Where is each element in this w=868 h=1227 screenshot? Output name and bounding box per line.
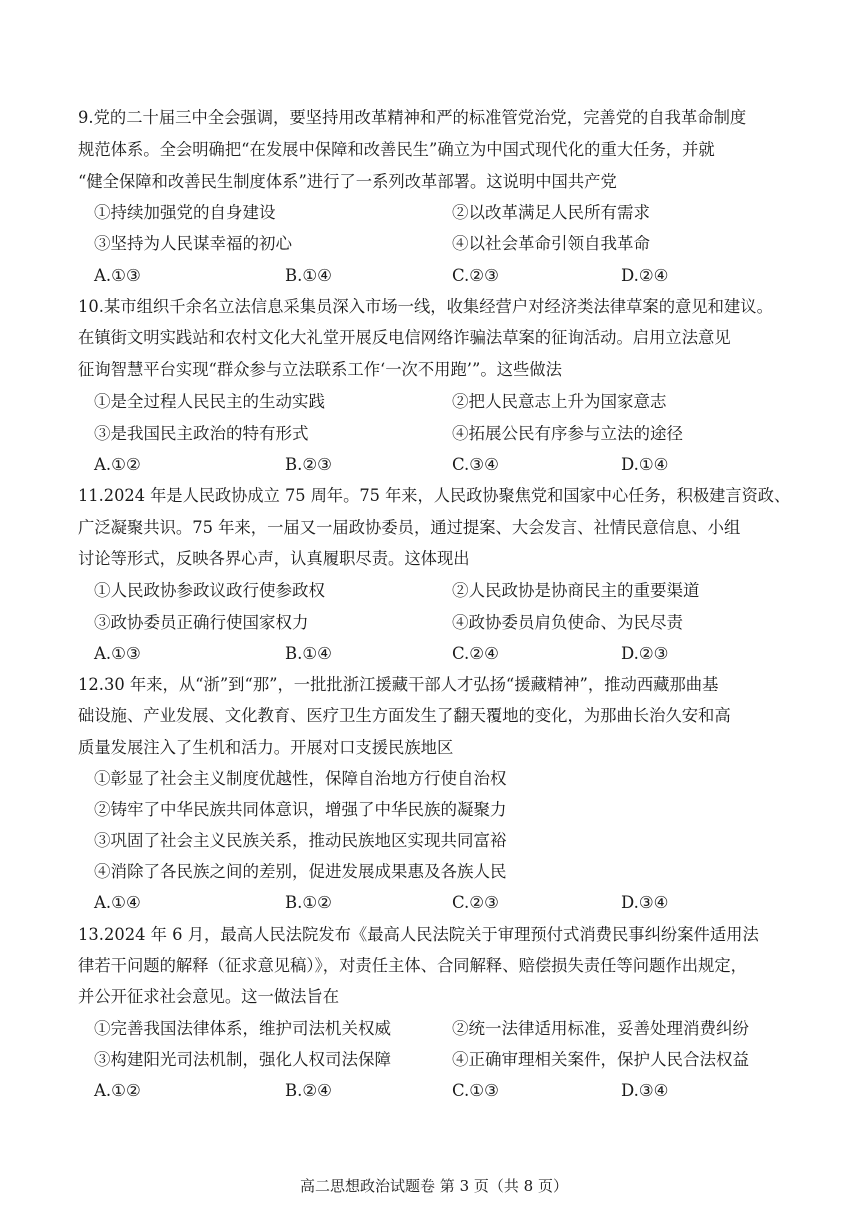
question-10-stem-line-2: 在镇街文明实践站和农村文化大礼堂开展反电信网络诈骗法草案的征询活动。启用立法意见 <box>78 328 731 347</box>
question-12-option-3: ③巩固了社会主义民族关系，推动民族地区实现共同富裕 <box>94 831 507 850</box>
question-12-choice-b: B.①② <box>285 893 332 912</box>
question-13-option-2: ②统一法律适用标准，妥善处理消费纠纷 <box>452 1019 749 1038</box>
question-9-stem-line-3: “健全保障和改善民生制度体系”进行了一系列改革部署。这说明中国共产党 <box>78 172 617 191</box>
question-9-option-3: ③坚持为人民谋幸福的初心 <box>94 234 292 253</box>
question-10-option-1: ①是全过程人民民主的生动实践 <box>94 392 325 411</box>
question-10-option-2: ②把人民意志上升为国家意志 <box>452 392 667 411</box>
question-13-option-1: ①完善我国法律体系，维护司法机关权威 <box>94 1019 391 1038</box>
question-13-choice-d: D.③④ <box>621 1081 669 1100</box>
question-9-choice-c: C.②③ <box>452 266 499 285</box>
question-12-option-1: ①彰显了社会主义制度优越性，保障自治地方行使自治权 <box>94 769 507 788</box>
question-11-stem-line-3: 讨论等形式，反映各界心声，认真履职尽责。这体现出 <box>78 549 470 568</box>
question-9-choice-a: A.①③ <box>94 266 141 285</box>
question-11-option-1: ①人民政协参政议政行使参政权 <box>94 581 325 600</box>
question-9-stem-line-1: 9.党的二十届三中全会强调，要坚持用改革精神和严的标准管党治党，完善党的自我革命制度 <box>78 108 747 127</box>
question-12-choice-a: A.①④ <box>94 893 141 912</box>
question-10-choice-d: D.①④ <box>621 455 669 474</box>
question-9-choice-d: D.②④ <box>621 266 669 285</box>
question-13-stem-line-3: 并公开征求社会意见。这一做法旨在 <box>78 987 340 1006</box>
question-11-choice-a: A.①③ <box>94 644 141 663</box>
question-11-option-2: ②人民政协是协商民主的重要渠道 <box>452 581 700 600</box>
question-10-option-4: ④拓展公民有序参与立法的途径 <box>452 424 683 443</box>
question-9-option-1: ①持续加强党的自身建设 <box>94 203 276 222</box>
question-10-option-3: ③是我国民主政治的特有形式 <box>94 424 309 443</box>
question-12-option-2: ②铸牢了中华民族共同体意识，增强了中华民族的凝聚力 <box>94 800 507 819</box>
question-13-option-4: ④正确审理相关案件，保护人民合法权益 <box>452 1050 749 1069</box>
question-13-stem-line-1: 13.2024 年 6 月，最高人民法院发布《最高人民法院关于审理预付式消费民事纠纷案件适用法 <box>78 925 759 944</box>
question-9-choice-b: B.①④ <box>285 266 332 285</box>
question-11-stem-line-2: 广泛凝聚共识。75 年来，一届又一届政协委员，通过提案、大会发言、社情民意信息、小组 <box>78 518 741 537</box>
question-12-stem-line-2: 础设施、产业发展、文化教育、医疗卫生方面发生了翻天覆地的变化，为那曲长治久安和高 <box>78 706 731 725</box>
question-13-choice-b: B.②④ <box>285 1081 332 1100</box>
question-11-choice-b: B.①④ <box>285 644 332 663</box>
question-12-stem-line-3: 质量发展注入了生机和活力。开展对口支援民族地区 <box>78 738 454 757</box>
question-10-stem-line-1: 10.某市组织千余名立法信息采集员深入市场一线，收集经营户对经济类法律草案的意见和建议。 <box>78 297 773 316</box>
question-10-stem-line-3: 征询智慧平台实现“群众参与立法联系工作‘一次不用跑’”。这些做法 <box>78 360 562 379</box>
question-10-choice-c: C.③④ <box>452 455 499 474</box>
question-9-option-4: ④以社会革命引领自我革命 <box>452 234 650 253</box>
question-11-option-4: ④政协委员肩负使命、为民尽责 <box>452 613 683 632</box>
question-11-stem-line-1: 11.2024 年是人民政协成立 75 周年。75 年来，人民政协聚焦党和国家中心任务，积极建言资政、 <box>78 486 791 505</box>
question-9-stem-line-2: 规范体系。全会明确把“在发展中保障和改善民生”确立为中国式现代化的重大任务，并就 <box>78 140 715 159</box>
question-12-choice-d: D.③④ <box>621 893 669 912</box>
question-10-choice-a: A.①② <box>94 455 141 474</box>
question-11-choice-d: D.②③ <box>621 644 669 663</box>
question-12-choice-c: C.②③ <box>452 893 499 912</box>
question-12-option-4: ④消除了各民族之间的差别，促进发展成果惠及各族人民 <box>94 862 507 881</box>
question-12-stem-line-1: 12.30 年来，从“浙”到“那”，一批批浙江援藏干部人才弘扬“援藏精神”，推动西藏那曲基 <box>78 675 719 694</box>
question-11-choice-c: C.②④ <box>452 644 499 663</box>
question-13-choice-c: C.①③ <box>452 1081 499 1100</box>
question-9-option-2: ②以改革满足人民所有需求 <box>452 203 650 222</box>
question-13-option-3: ③构建阳光司法机制，强化人权司法保障 <box>94 1050 391 1069</box>
question-13-stem-line-2: 律若干问题的解释（征求意见稿）》，对责任主体、合同解释、赔偿损失责任等问题作出规定， <box>78 956 747 975</box>
question-10-choice-b: B.②③ <box>285 455 332 474</box>
page-footer: 高二思想政治试题卷 第 3 页（共 8 页） <box>300 1177 568 1195</box>
question-13-choice-a: A.①② <box>94 1081 141 1100</box>
question-11-option-3: ③政协委员正确行使国家权力 <box>94 613 309 632</box>
